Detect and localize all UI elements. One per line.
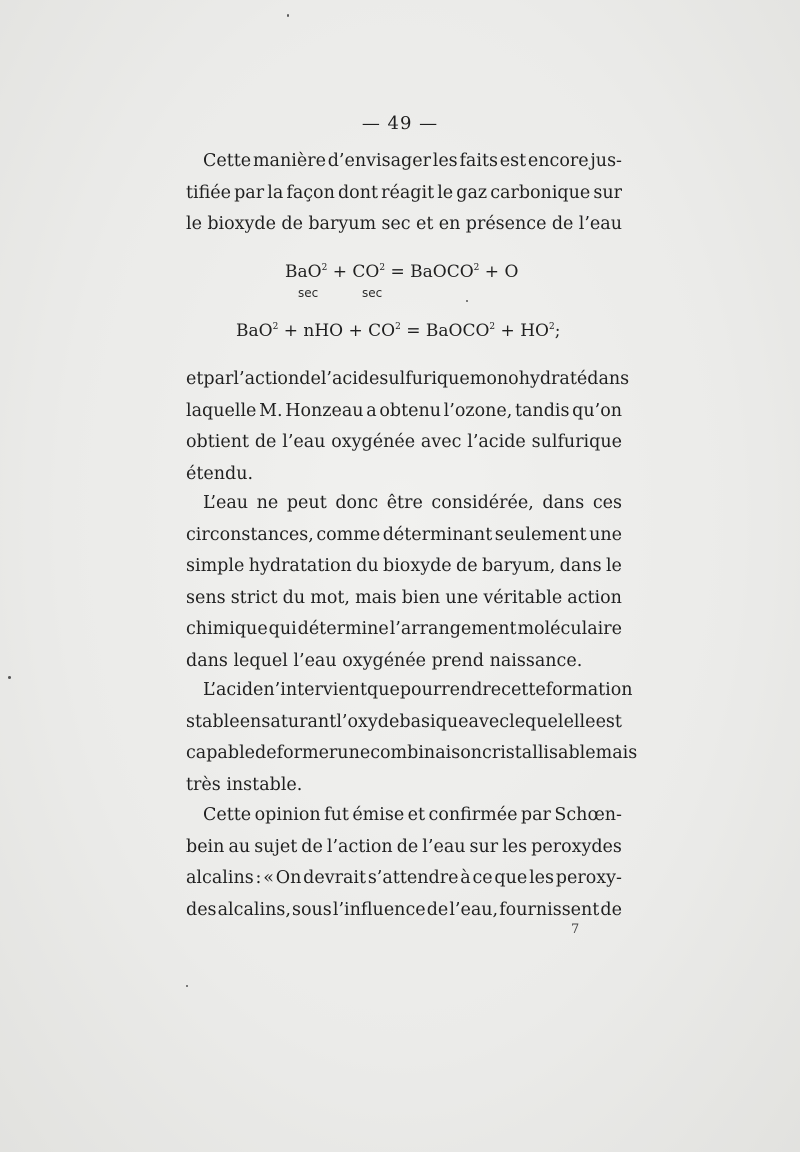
paragraph-line bbox=[186, 459, 622, 491]
word: obtient bbox=[186, 432, 250, 452]
word: du bbox=[282, 587, 306, 608]
paragraph-line bbox=[186, 178, 622, 210]
word: l’eau, bbox=[449, 899, 499, 920]
paragraph-line bbox=[186, 738, 638, 770]
word: ce bbox=[472, 868, 493, 888]
word: capable bbox=[186, 743, 256, 763]
word: carbonique bbox=[490, 182, 591, 203]
word: l’eau bbox=[422, 836, 466, 857]
word: l’arrangement bbox=[389, 619, 517, 639]
word: à bbox=[460, 868, 471, 888]
print-speck bbox=[186, 985, 188, 987]
page-number: — 49 — bbox=[361, 113, 439, 134]
word: jus- bbox=[590, 151, 622, 171]
word: bioxyde bbox=[207, 214, 276, 234]
word: dans bbox=[542, 493, 585, 513]
word: elle bbox=[563, 711, 596, 732]
eq2-operator: + bbox=[278, 321, 304, 341]
word: Schœn- bbox=[554, 805, 622, 825]
word: action bbox=[567, 587, 622, 608]
word: en bbox=[438, 214, 461, 234]
word: une bbox=[445, 587, 479, 608]
word: l’eau bbox=[293, 650, 343, 671]
word: la bbox=[267, 182, 284, 203]
word: strict bbox=[230, 587, 278, 608]
word: L’acide bbox=[203, 680, 264, 700]
word: sur bbox=[469, 836, 499, 857]
eq1-term: CO bbox=[352, 262, 380, 282]
word: n’intervient bbox=[263, 680, 367, 700]
word: mot, bbox=[310, 587, 350, 608]
paragraph-4 bbox=[186, 675, 638, 801]
eq2-sup: 2 bbox=[272, 322, 279, 332]
word: peroxydes bbox=[531, 836, 622, 857]
word: de bbox=[299, 369, 321, 389]
word: ces bbox=[592, 493, 622, 513]
eq2-term: CO bbox=[368, 321, 396, 341]
paragraph-line bbox=[186, 895, 622, 927]
eq1-annotation-sec: sec bbox=[298, 286, 319, 300]
word: seulement bbox=[494, 524, 587, 545]
word: gaz bbox=[456, 182, 488, 203]
word: alcalins, bbox=[217, 899, 291, 920]
word: moléculaire bbox=[517, 619, 622, 639]
word: sens bbox=[186, 587, 226, 608]
word: déterminant bbox=[382, 524, 493, 545]
eq2-operator: ; bbox=[554, 321, 561, 341]
word: les bbox=[432, 151, 458, 171]
paragraph-line bbox=[186, 583, 622, 615]
word: naissance. bbox=[489, 650, 583, 671]
word: de bbox=[600, 899, 622, 920]
eq2-operator: = bbox=[400, 321, 426, 341]
word: au bbox=[228, 836, 251, 857]
word: de bbox=[255, 743, 277, 763]
paragraph-2 bbox=[186, 364, 630, 490]
paragraph-line bbox=[186, 551, 622, 583]
word: l’eau bbox=[578, 214, 622, 234]
word: que bbox=[494, 868, 528, 888]
word: basique bbox=[399, 711, 469, 732]
paragraph-line bbox=[186, 520, 622, 552]
word: oxygénée bbox=[342, 650, 432, 671]
word: saturant bbox=[261, 711, 337, 732]
word: sulfurique bbox=[531, 432, 622, 452]
word: par bbox=[520, 805, 551, 825]
word: de bbox=[301, 836, 323, 857]
word: les bbox=[529, 868, 554, 888]
paragraph-line bbox=[186, 614, 622, 646]
word: circonstances, bbox=[186, 524, 314, 545]
paragraph-line bbox=[186, 427, 622, 459]
word: façon bbox=[286, 182, 335, 203]
word: l’action bbox=[326, 836, 393, 857]
word: mais bbox=[595, 743, 638, 763]
word: sujet bbox=[254, 836, 298, 857]
word: lequel bbox=[509, 711, 564, 732]
word: l’ozone, bbox=[443, 400, 513, 421]
signature-mark: 7 bbox=[571, 922, 580, 937]
word: pour bbox=[399, 680, 442, 700]
word: des bbox=[186, 899, 217, 920]
word: avec bbox=[468, 711, 510, 732]
word: et bbox=[186, 369, 204, 389]
word: est bbox=[595, 711, 622, 732]
word: qui bbox=[268, 619, 297, 639]
eq2-term: BaOCO bbox=[425, 321, 490, 341]
paragraph-line bbox=[186, 770, 622, 802]
word: en bbox=[239, 711, 262, 732]
word: rendre bbox=[441, 680, 502, 700]
word: oxygénée bbox=[331, 432, 416, 452]
eq1-operator: = bbox=[385, 262, 411, 282]
word: de bbox=[281, 214, 303, 234]
eq1-sup: 2 bbox=[379, 263, 386, 273]
word: fut bbox=[324, 805, 349, 825]
word: comme bbox=[316, 524, 381, 545]
word: sec bbox=[381, 214, 411, 234]
word: considérée, bbox=[431, 493, 534, 513]
word: sur bbox=[593, 182, 622, 203]
word: s’attendre bbox=[367, 868, 459, 888]
word: baryum, bbox=[481, 556, 556, 576]
word: baryum bbox=[308, 214, 377, 234]
eq2-term: HO bbox=[520, 321, 549, 341]
word: lequel bbox=[233, 650, 294, 671]
word: former bbox=[276, 743, 338, 763]
word: l’influence bbox=[332, 899, 426, 920]
word: émise bbox=[352, 805, 405, 825]
word: instable. bbox=[226, 774, 303, 795]
eq2-term: BaO bbox=[236, 321, 273, 341]
word: fournissent bbox=[499, 899, 600, 920]
word: sous bbox=[291, 899, 332, 920]
eq2-term: nHO bbox=[303, 321, 344, 341]
paragraph-line bbox=[186, 675, 633, 707]
word: être bbox=[386, 493, 423, 513]
word: dans bbox=[559, 556, 602, 576]
eq2-operator: + bbox=[343, 321, 369, 341]
word: chimique bbox=[186, 619, 268, 639]
paragraph-line bbox=[186, 832, 622, 864]
word: manière bbox=[252, 151, 326, 171]
eq2-sup: 2 bbox=[548, 322, 555, 332]
paragraph-line bbox=[186, 364, 630, 396]
eq1-operator: + bbox=[479, 262, 505, 282]
word: bioxyde bbox=[383, 556, 452, 576]
word: prend bbox=[431, 650, 490, 671]
word: véritable bbox=[483, 587, 563, 608]
word: détermine bbox=[297, 619, 389, 639]
word: mais bbox=[355, 587, 397, 608]
paragraph-line bbox=[186, 396, 622, 428]
word: dans bbox=[587, 369, 630, 389]
paragraph-line bbox=[186, 488, 622, 520]
paragraph-line bbox=[186, 800, 622, 832]
word: dans bbox=[186, 650, 234, 671]
word: présence bbox=[465, 214, 547, 234]
eq1-sup: 2 bbox=[321, 263, 328, 273]
paragraph-1 bbox=[186, 146, 622, 241]
eq1-term: BaO bbox=[285, 262, 322, 282]
word: par bbox=[203, 369, 234, 389]
word: a bbox=[366, 400, 377, 421]
word: « bbox=[263, 868, 274, 888]
eq1-sup: 2 bbox=[473, 263, 480, 273]
word: confirmée bbox=[428, 805, 518, 825]
word: bein bbox=[186, 836, 225, 857]
paragraph-line bbox=[186, 209, 622, 241]
word: simple bbox=[186, 556, 245, 576]
word: réagit bbox=[381, 182, 435, 203]
word: sulfurique bbox=[379, 369, 470, 389]
word: l’eau bbox=[282, 432, 326, 452]
word: très bbox=[186, 774, 227, 795]
word: bien bbox=[401, 587, 441, 608]
word: laquelle bbox=[186, 400, 257, 421]
word: tifiée bbox=[186, 182, 232, 203]
paragraph-5 bbox=[186, 800, 622, 926]
word: alcalins bbox=[186, 868, 254, 888]
eq2-sup: 2 bbox=[395, 322, 401, 332]
word: encore bbox=[527, 151, 589, 171]
paragraph-line bbox=[186, 146, 622, 178]
word: l’action bbox=[233, 369, 300, 389]
word: de bbox=[396, 836, 419, 857]
word: une bbox=[589, 524, 622, 545]
word: du bbox=[356, 556, 379, 576]
word: peroxy- bbox=[555, 868, 622, 888]
print-speck bbox=[8, 676, 11, 679]
word: donc bbox=[335, 493, 379, 513]
word: l’acide bbox=[467, 432, 526, 452]
word: de bbox=[456, 556, 478, 576]
eq1-operator: + bbox=[327, 262, 353, 282]
word: Honzeau bbox=[285, 400, 364, 421]
word: d’envisager bbox=[327, 151, 431, 171]
word: faits bbox=[459, 151, 498, 171]
eq1-term: BaOCO bbox=[410, 262, 474, 282]
word: de bbox=[426, 899, 449, 920]
word: et bbox=[407, 805, 426, 825]
word: cette bbox=[501, 680, 546, 700]
word: dont bbox=[337, 182, 379, 203]
word: ne bbox=[256, 493, 279, 513]
word: peut bbox=[286, 493, 327, 513]
paragraph-3 bbox=[186, 488, 622, 677]
paragraph-line bbox=[186, 707, 622, 739]
word: monohydraté bbox=[469, 369, 588, 389]
word: est bbox=[499, 151, 527, 171]
word: le bbox=[186, 214, 202, 234]
word: avec bbox=[420, 432, 462, 452]
word: opinion bbox=[254, 805, 321, 825]
print-speck bbox=[466, 300, 468, 302]
word: devrait bbox=[303, 868, 367, 888]
eq2-operator: + bbox=[495, 321, 521, 341]
word: stable bbox=[186, 711, 240, 732]
word: Cette bbox=[203, 805, 252, 825]
equation-2 bbox=[236, 321, 560, 341]
word: M. bbox=[259, 400, 283, 421]
word: cristallisable bbox=[482, 743, 596, 763]
word: le bbox=[605, 556, 622, 576]
word: que bbox=[367, 680, 400, 700]
word: L’eau bbox=[203, 493, 249, 513]
equation-1 bbox=[285, 262, 518, 282]
word: combinaison bbox=[370, 743, 483, 763]
word: de bbox=[254, 432, 277, 452]
word: On bbox=[275, 868, 302, 888]
word: l’oxyde bbox=[336, 711, 400, 732]
word: l’acide bbox=[320, 369, 380, 389]
word: les bbox=[502, 836, 528, 857]
word: qu’on bbox=[572, 400, 622, 421]
paragraph-line bbox=[186, 646, 622, 678]
eq1-annotation-sec: sec bbox=[362, 286, 383, 300]
word: par bbox=[234, 182, 265, 203]
eq2-sup: 2 bbox=[489, 322, 496, 332]
word: : bbox=[255, 868, 262, 888]
print-speck bbox=[287, 14, 289, 17]
word: Cette bbox=[203, 151, 252, 171]
word: le bbox=[437, 182, 454, 203]
word: de bbox=[551, 214, 574, 234]
word: tandis bbox=[514, 400, 570, 421]
word: une bbox=[337, 743, 371, 763]
word: hydratation bbox=[248, 556, 352, 576]
eq1-term: O bbox=[504, 262, 519, 282]
word: et bbox=[415, 214, 434, 234]
word: étendu. bbox=[186, 463, 254, 484]
word: formation bbox=[545, 680, 633, 700]
word: obtenu bbox=[379, 400, 441, 421]
paragraph-line bbox=[186, 863, 622, 895]
